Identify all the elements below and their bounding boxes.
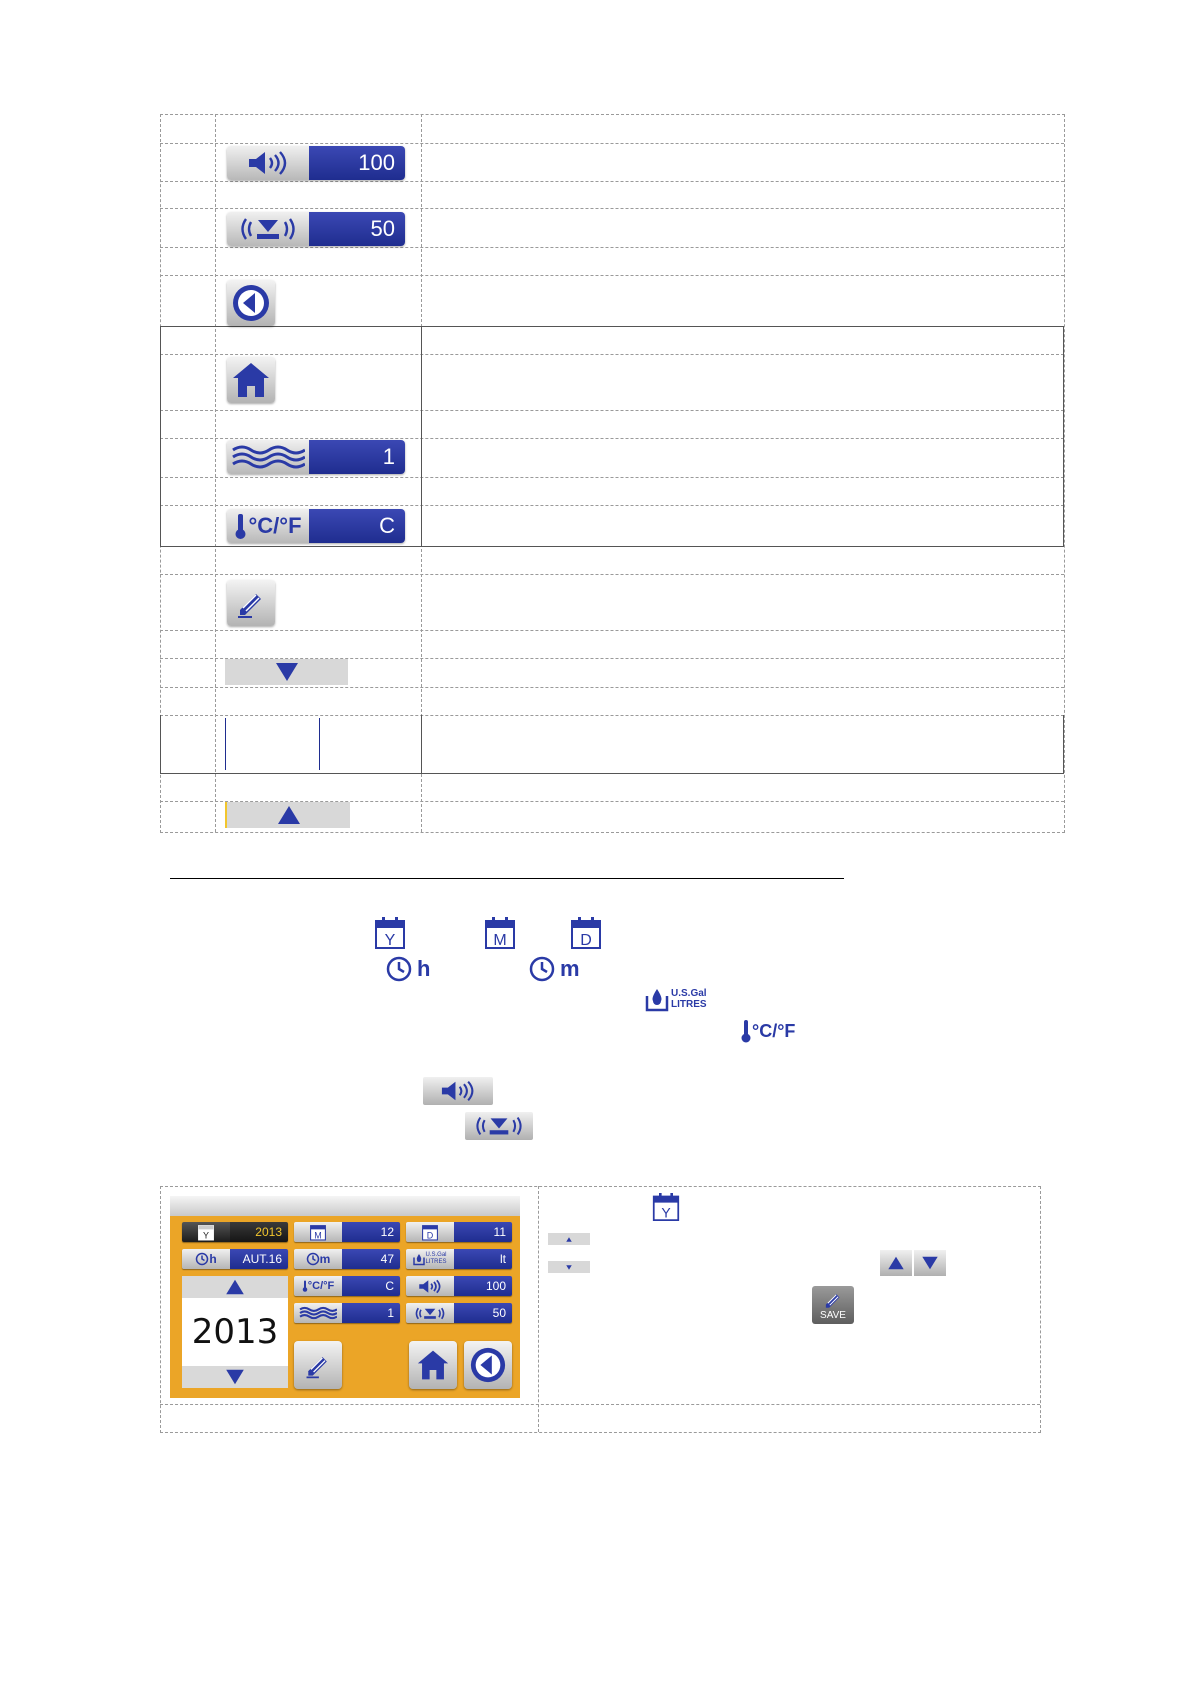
calendar-day-icon: [570, 916, 602, 950]
volume-field[interactable]: [406, 1276, 512, 1296]
arrow-up-icon: [225, 1279, 245, 1295]
day-field[interactable]: [406, 1222, 512, 1242]
svg-text:Y: Y: [661, 1204, 671, 1221]
year-value: 2013: [230, 1222, 288, 1242]
arrow-up-icon: [887, 1256, 905, 1270]
vibration-value: 50: [309, 212, 405, 246]
year-spinner[interactable]: [182, 1276, 288, 1388]
volume-legend-icon: [423, 1077, 493, 1105]
volume-unit-icon: U.S.Gal LITRES: [645, 986, 707, 1012]
arrow-down-button[interactable]: [225, 659, 348, 685]
small-up-button: [548, 1233, 590, 1245]
arrow-up-button[interactable]: [225, 802, 350, 828]
up-button-small: [880, 1250, 912, 1276]
spinner-up-button[interactable]: [182, 1276, 288, 1298]
day-value: 11: [454, 1222, 512, 1242]
month-value: 12: [342, 1222, 400, 1242]
calendar-year-icon: [182, 1222, 230, 1242]
temperature-unit-control[interactable]: [227, 509, 405, 543]
clock-hour-icon: h: [385, 955, 430, 983]
section-rule: [170, 878, 844, 879]
clock-minute-icon: m: [294, 1249, 342, 1269]
temp-unit-legend-icon: °C/°F: [740, 1018, 795, 1044]
temperature-unit-label: °C/°F: [248, 513, 302, 538]
edit-button[interactable]: [294, 1341, 342, 1389]
volume-value: 100: [454, 1276, 512, 1296]
vibration-icon: [227, 212, 309, 246]
arrow-up-icon: [277, 805, 301, 825]
vibration-value: 50: [454, 1303, 512, 1323]
svg-text:Y: Y: [384, 932, 396, 949]
svg-text:M: M: [314, 1230, 322, 1241]
back-icon: [231, 283, 271, 323]
hour-field[interactable]: [182, 1249, 288, 1269]
wave-level-icon: [294, 1303, 342, 1323]
home-icon: [416, 1349, 450, 1381]
wave-field[interactable]: [294, 1303, 400, 1323]
arrow-down-icon: [225, 1369, 245, 1385]
calendar-year-icon: [652, 1190, 680, 1224]
save-button-icon: SAVE: [812, 1286, 854, 1324]
volume-control[interactable]: [227, 146, 405, 180]
back-icon: [469, 1346, 507, 1384]
volume-icon: [227, 146, 309, 180]
edit-icon: [303, 1350, 333, 1380]
svg-text:Y: Y: [202, 1230, 210, 1241]
arrow-down-icon: [921, 1256, 939, 1270]
volume-unit-field[interactable]: [406, 1249, 512, 1269]
temp-unit-value: C: [342, 1276, 400, 1296]
edit-button[interactable]: [227, 580, 275, 626]
volume-unit-icon: U.S.Gal LITRES: [406, 1249, 454, 1269]
home-icon: [231, 361, 271, 399]
svg-text:D: D: [580, 932, 592, 949]
volume-unit-value: lt: [454, 1249, 512, 1269]
temp-unit-field[interactable]: [294, 1276, 400, 1296]
vibration-control[interactable]: [227, 212, 405, 246]
volume-value: 100: [309, 146, 405, 180]
vibration-icon: [406, 1303, 454, 1323]
svg-text:D: D: [426, 1230, 434, 1241]
clock-minute-icon: m: [528, 955, 580, 983]
calendar-day-icon: [406, 1222, 454, 1242]
volume-icon: [406, 1276, 454, 1296]
device-title-bar: [170, 1196, 520, 1216]
device-screen: [170, 1196, 520, 1398]
wave-value: 1: [342, 1303, 400, 1323]
temperature-unit-icon: °C/°F: [294, 1276, 342, 1296]
arrow-down-icon: [275, 662, 299, 682]
svg-text:M: M: [493, 932, 507, 949]
back-button[interactable]: [227, 280, 275, 326]
calendar-month-icon: [294, 1222, 342, 1242]
calendar-month-icon: [484, 916, 516, 950]
temperature-unit-icon: [227, 509, 309, 543]
arrow-up-icon: [566, 1237, 572, 1242]
small-down-button: [548, 1261, 590, 1273]
wave-level-value: 1: [309, 440, 405, 474]
wave-level-icon: [227, 440, 309, 474]
month-field[interactable]: [294, 1222, 400, 1242]
calendar-year-icon: [374, 916, 406, 950]
vibration-legend-icon: [465, 1112, 533, 1140]
year-display: 2013: [191, 1312, 279, 1352]
minute-value: 47: [342, 1249, 400, 1269]
minute-field[interactable]: [294, 1249, 400, 1269]
home-button[interactable]: [409, 1341, 457, 1389]
edit-icon: [234, 586, 268, 620]
wave-level-control[interactable]: [227, 440, 405, 474]
back-button[interactable]: [464, 1341, 512, 1389]
hour-value: AUT.16: [230, 1249, 288, 1269]
edit-icon: [821, 1289, 845, 1311]
temperature-unit-value: C: [309, 509, 405, 543]
vibration-field[interactable]: [406, 1303, 512, 1323]
spinner-down-button[interactable]: [182, 1366, 288, 1388]
down-button-small: [914, 1250, 946, 1276]
arrow-down-icon: [566, 1265, 572, 1270]
home-button[interactable]: [227, 357, 275, 403]
year-field[interactable]: [182, 1222, 288, 1242]
clock-hour-icon: h: [182, 1249, 230, 1269]
